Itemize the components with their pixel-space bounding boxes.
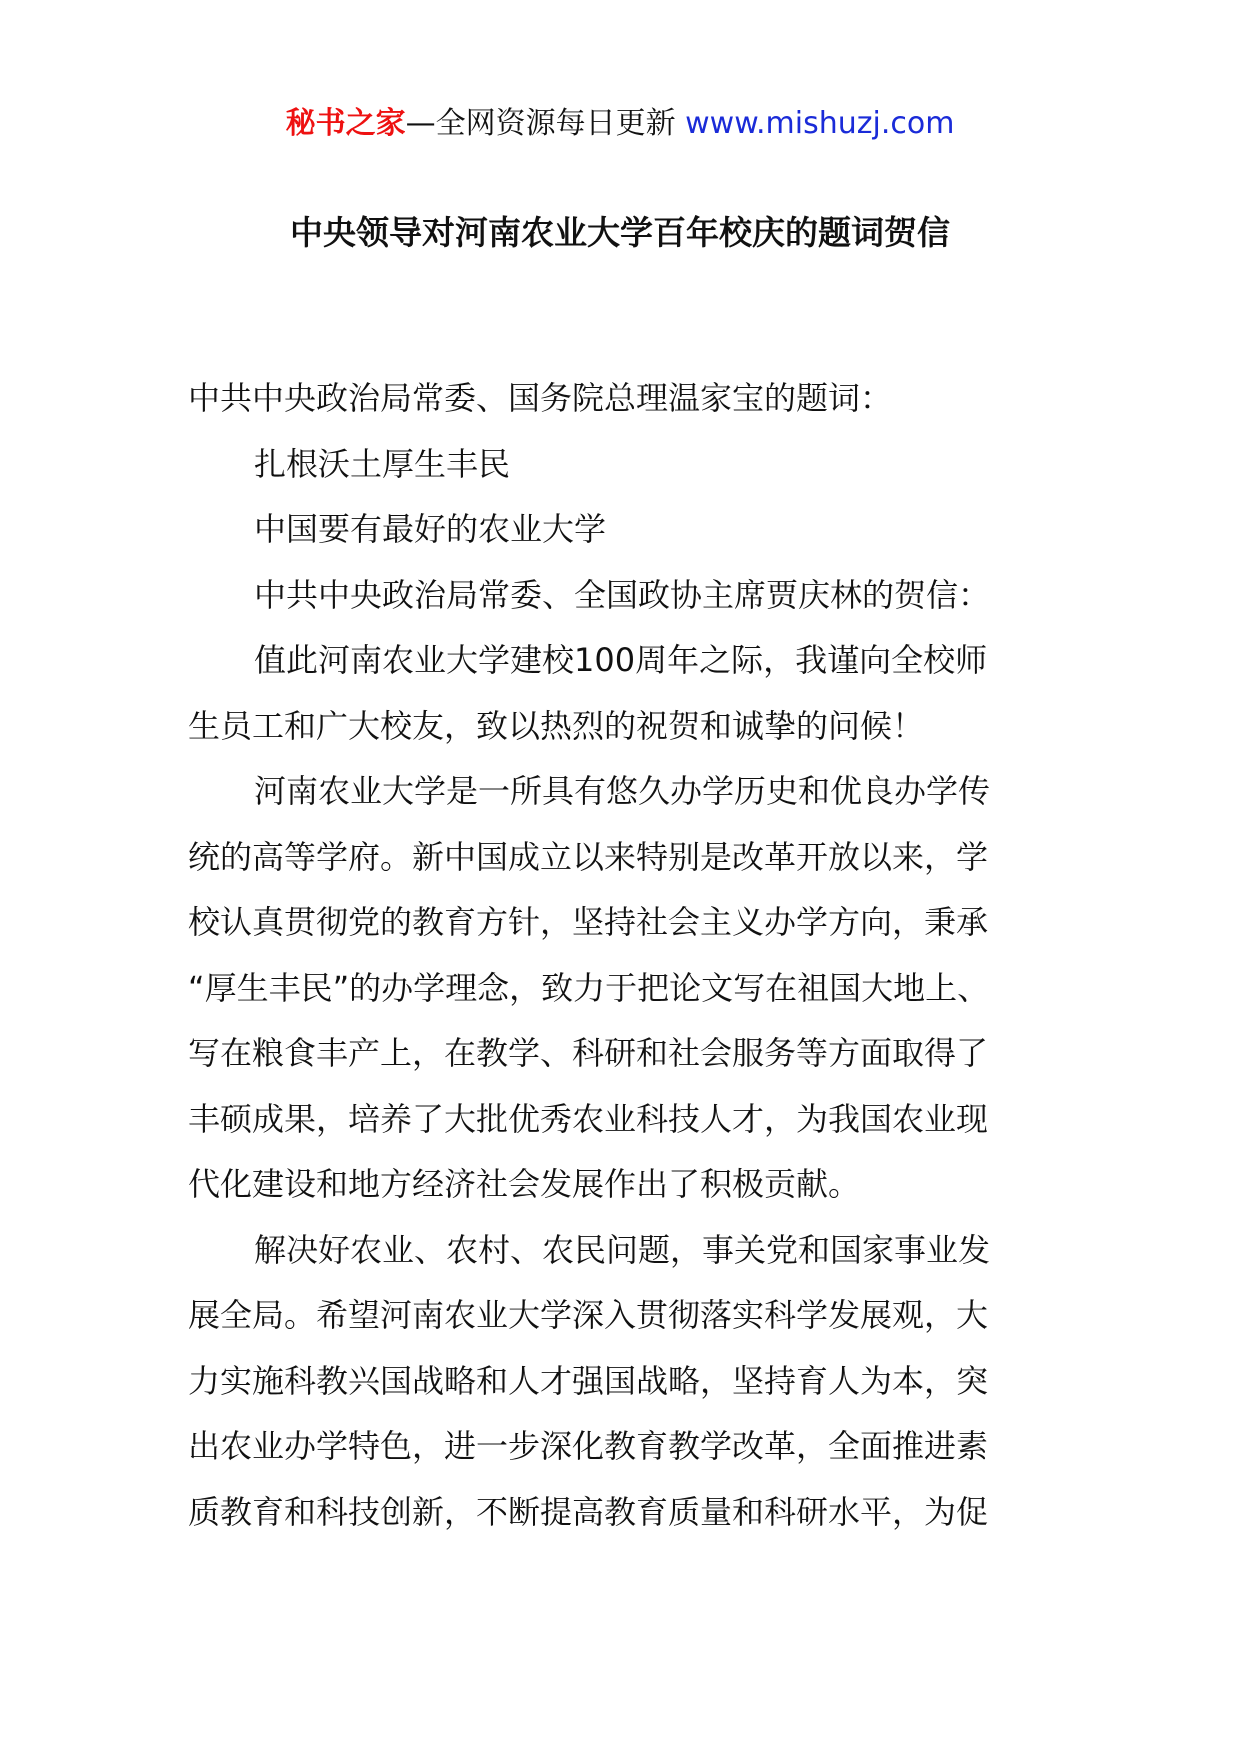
paragraph-line: 出农业办学特色，进一步深化教育教学改革，全面推进素: [188, 1427, 989, 1465]
paragraph-line: 中共中央政治局常委、全国政协主席贾庆林的贺信：: [254, 575, 991, 614]
paragraph-line: 河南农业大学是一所具有悠久办学历史和优良办学传: [254, 772, 991, 810]
document-body: [188, 366, 1033, 1545]
document-title: 中央领导对河南农业大学百年校庆的题词贺信: [290, 213, 950, 252]
paragraph-line: 值此河南农业大学建校100周年之际，我谨向全校师: [254, 641, 988, 679]
site-header: [0, 102, 1240, 146]
website-link[interactable]: www.mishuzj.com: [685, 106, 955, 141]
paragraph-line: 解决好农业、农村、农民问题，事关党和国家事业发: [254, 1230, 991, 1269]
paragraph-line: 生员工和广大校友，致以热烈的祝贺和诚挚的问候！: [188, 706, 925, 745]
paragraph-line: 代化建设和地方经济社会发展作出了积极贡献。: [188, 1165, 861, 1203]
paragraph-line: 力实施科教兴国战略和人才强国战略，坚持育人为本，突: [188, 1361, 989, 1400]
paragraph-line: “厚生丰民”的办学理念，致力于把论文写在祖国大地上、: [188, 968, 990, 1007]
paragraph-line: 写在粮食丰产上，在教学、科研和社会服务等方面取得了: [188, 1034, 989, 1072]
brand-name: 秘书之家: [285, 106, 406, 141]
paragraph-line: 统的高等学府。新中国成立以来特别是改革开放以来，学: [188, 837, 989, 876]
paragraph-line: 中共中央政治局常委、国务院总理温家宝的题词：: [188, 379, 893, 417]
paragraph-line: 中国要有最好的农业大学: [254, 510, 607, 548]
header-tagline: —全网资源每日更新: [405, 106, 676, 141]
paragraph-line: 校认真贯彻党的教育方针，坚持社会主义办学方向，秉承: [188, 903, 989, 941]
paragraph-line: 扎根沃土厚生丰民: [254, 444, 511, 483]
paragraph-line: 质教育和科技创新，不断提高教育质量和科研水平，为促: [188, 1492, 989, 1531]
paragraph-line: 展全局。希望河南农业大学深入贯彻落实科学发展观，大: [188, 1296, 989, 1334]
paragraph-line: 丰硕成果，培养了大批优秀农业科技人才，为我国农业现: [188, 1099, 989, 1138]
